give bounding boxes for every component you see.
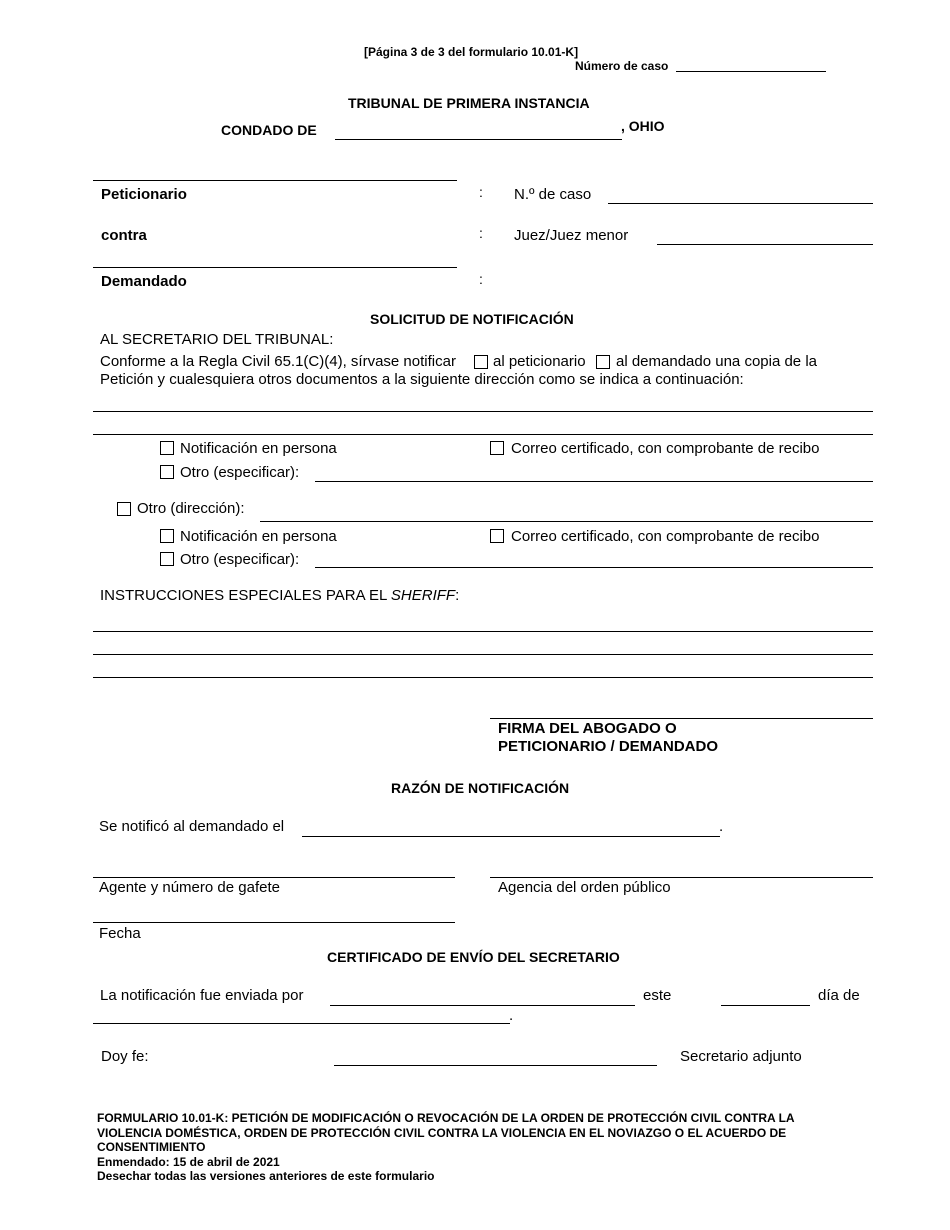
page-reference: [Página 3 de 3 del formulario 10.01-K] <box>364 45 579 59</box>
case-number-label: Número de caso <box>575 59 669 73</box>
date-field[interactable] <box>93 922 455 923</box>
this-label: este <box>643 987 672 1004</box>
attest-label: Doy fe: <box>101 1048 149 1065</box>
respondent-checkbox[interactable] <box>596 355 610 369</box>
respondent-field[interactable] <box>93 267 457 268</box>
county-label: CONDADO DE <box>221 122 317 138</box>
sheriff-instructions-line-2[interactable] <box>93 654 873 655</box>
address-line-1[interactable] <box>93 411 873 412</box>
case-number-field[interactable] <box>676 71 826 72</box>
personal-service-label: Notificación en persona <box>180 440 337 457</box>
month-year-field[interactable] <box>93 1023 510 1024</box>
signature-label-2: PETICIONARIO / DEMANDADO <box>498 738 719 755</box>
other-specify-field-1[interactable] <box>315 481 873 482</box>
personal-service-label: Notificación en persona <box>180 528 337 545</box>
return-title: RAZÓN DE NOTIFICACIÓN <box>391 780 570 796</box>
judge-label: Juez/Juez menor <box>514 227 629 244</box>
certified-mail-label: Correo certificado, con comprobante de recibo <box>511 440 820 457</box>
request-text-line2: Petición y cualesquiera otros documentos a la siguiente dirección como se indica a continuación: <box>100 371 744 388</box>
agent-field[interactable] <box>93 877 455 878</box>
other-specify-label: Otro (especificar): <box>180 464 300 481</box>
other-specify-label: Otro (especificar): <box>180 551 300 568</box>
sent-label: La notificación fue enviada por <box>100 987 304 1004</box>
deputy-label: Secretario adjunto <box>680 1048 802 1065</box>
respondent-label: Demandado <box>101 273 187 290</box>
state-label: , OHIO <box>621 118 665 134</box>
request-title: SOLICITUD DE NOTIFICACIÓN <box>370 311 574 327</box>
day-field[interactable] <box>721 1005 810 1006</box>
sent-period: . <box>509 1007 514 1024</box>
agency-label: Agencia del orden público <box>498 879 671 896</box>
petitioner-field[interactable] <box>93 180 457 181</box>
deputy-signature-field[interactable] <box>334 1065 657 1066</box>
agency-field[interactable] <box>490 877 873 878</box>
form-footer <box>97 1111 857 1184</box>
sheriff-instructions-label: INSTRUCCIONES ESPECIALES PARA EL SHERIFF: <box>100 587 460 604</box>
day-of-label: día de <box>818 987 860 1004</box>
caption-colon: : <box>479 184 483 200</box>
other-address-field[interactable] <box>260 521 873 522</box>
other-specify-field-2[interactable] <box>315 567 873 568</box>
certified-mail-checkbox-2[interactable] <box>490 529 504 543</box>
signature-label-1: FIRMA DEL ABOGADO O <box>498 720 677 737</box>
other-specify-checkbox-1[interactable] <box>160 465 174 479</box>
form-title: FORMULARIO 10.01-K: PETICIÓN DE MODIFICACIÓN O REVOCACIÓN DE LA ORDEN DE PROTECCIÓN CIVIL CONTRA LA VIOLENCIA DOMÉSTICA, ORDEN DE PROTECCIÓN CIVIL CONTRA LA VIOLENCIA EN EL NOVIAZGO O EL ACUERDO DE CONSENTIMIENTO <box>97 1111 795 1154</box>
clerk-salutation: AL SECRETARIO DEL TRIBUNAL: <box>100 331 334 348</box>
caption-colon: : <box>479 225 483 241</box>
versus-label: contra <box>101 227 147 244</box>
case-no-label: N.º de caso <box>514 186 592 203</box>
address-line-2[interactable] <box>93 434 873 435</box>
agent-label: Agente y número de gafete <box>99 879 280 896</box>
clerk-title: CERTIFICADO DE ENVÍO DEL SECRETARIO <box>327 949 620 965</box>
judge-field[interactable] <box>657 244 873 245</box>
other-address-checkbox[interactable] <box>117 502 131 516</box>
petitioner-label: Peticionario <box>101 186 187 203</box>
sheriff-instructions-line-3[interactable] <box>93 677 873 678</box>
signature-field[interactable] <box>490 718 873 719</box>
certified-mail-checkbox-1[interactable] <box>490 441 504 455</box>
served-label: Se notificó al demandado el <box>99 818 285 835</box>
sent-by-field[interactable] <box>330 1005 635 1006</box>
served-period: . <box>719 818 724 835</box>
other-specify-checkbox-2[interactable] <box>160 552 174 566</box>
request-text-part3: al demandado una copia de la <box>616 353 817 370</box>
petitioner-checkbox[interactable] <box>474 355 488 369</box>
county-field[interactable] <box>335 139 622 140</box>
other-address-label: Otro (dirección): <box>137 500 245 517</box>
discard-notice: Desechar todas las versiones anteriores de este formulario <box>97 1169 435 1183</box>
amended-date: Enmendado: 15 de abril de 2021 <box>97 1154 280 1169</box>
caption-colon: : <box>479 271 483 287</box>
date-label: Fecha <box>99 925 141 942</box>
case-no-field[interactable] <box>608 203 873 204</box>
personal-service-checkbox-1[interactable] <box>160 441 174 455</box>
request-text-part1: Conforme a la Regla Civil 65.1(C)(4), sírvase notificar <box>100 353 456 370</box>
certified-mail-label: Correo certificado, con comprobante de recibo <box>511 528 820 545</box>
request-text-part2: al peticionario <box>493 353 586 370</box>
sheriff-instructions-line-1[interactable] <box>93 631 873 632</box>
served-date-field[interactable] <box>302 836 720 837</box>
personal-service-checkbox-2[interactable] <box>160 529 174 543</box>
court-title: TRIBUNAL DE PRIMERA INSTANCIA <box>348 95 590 111</box>
